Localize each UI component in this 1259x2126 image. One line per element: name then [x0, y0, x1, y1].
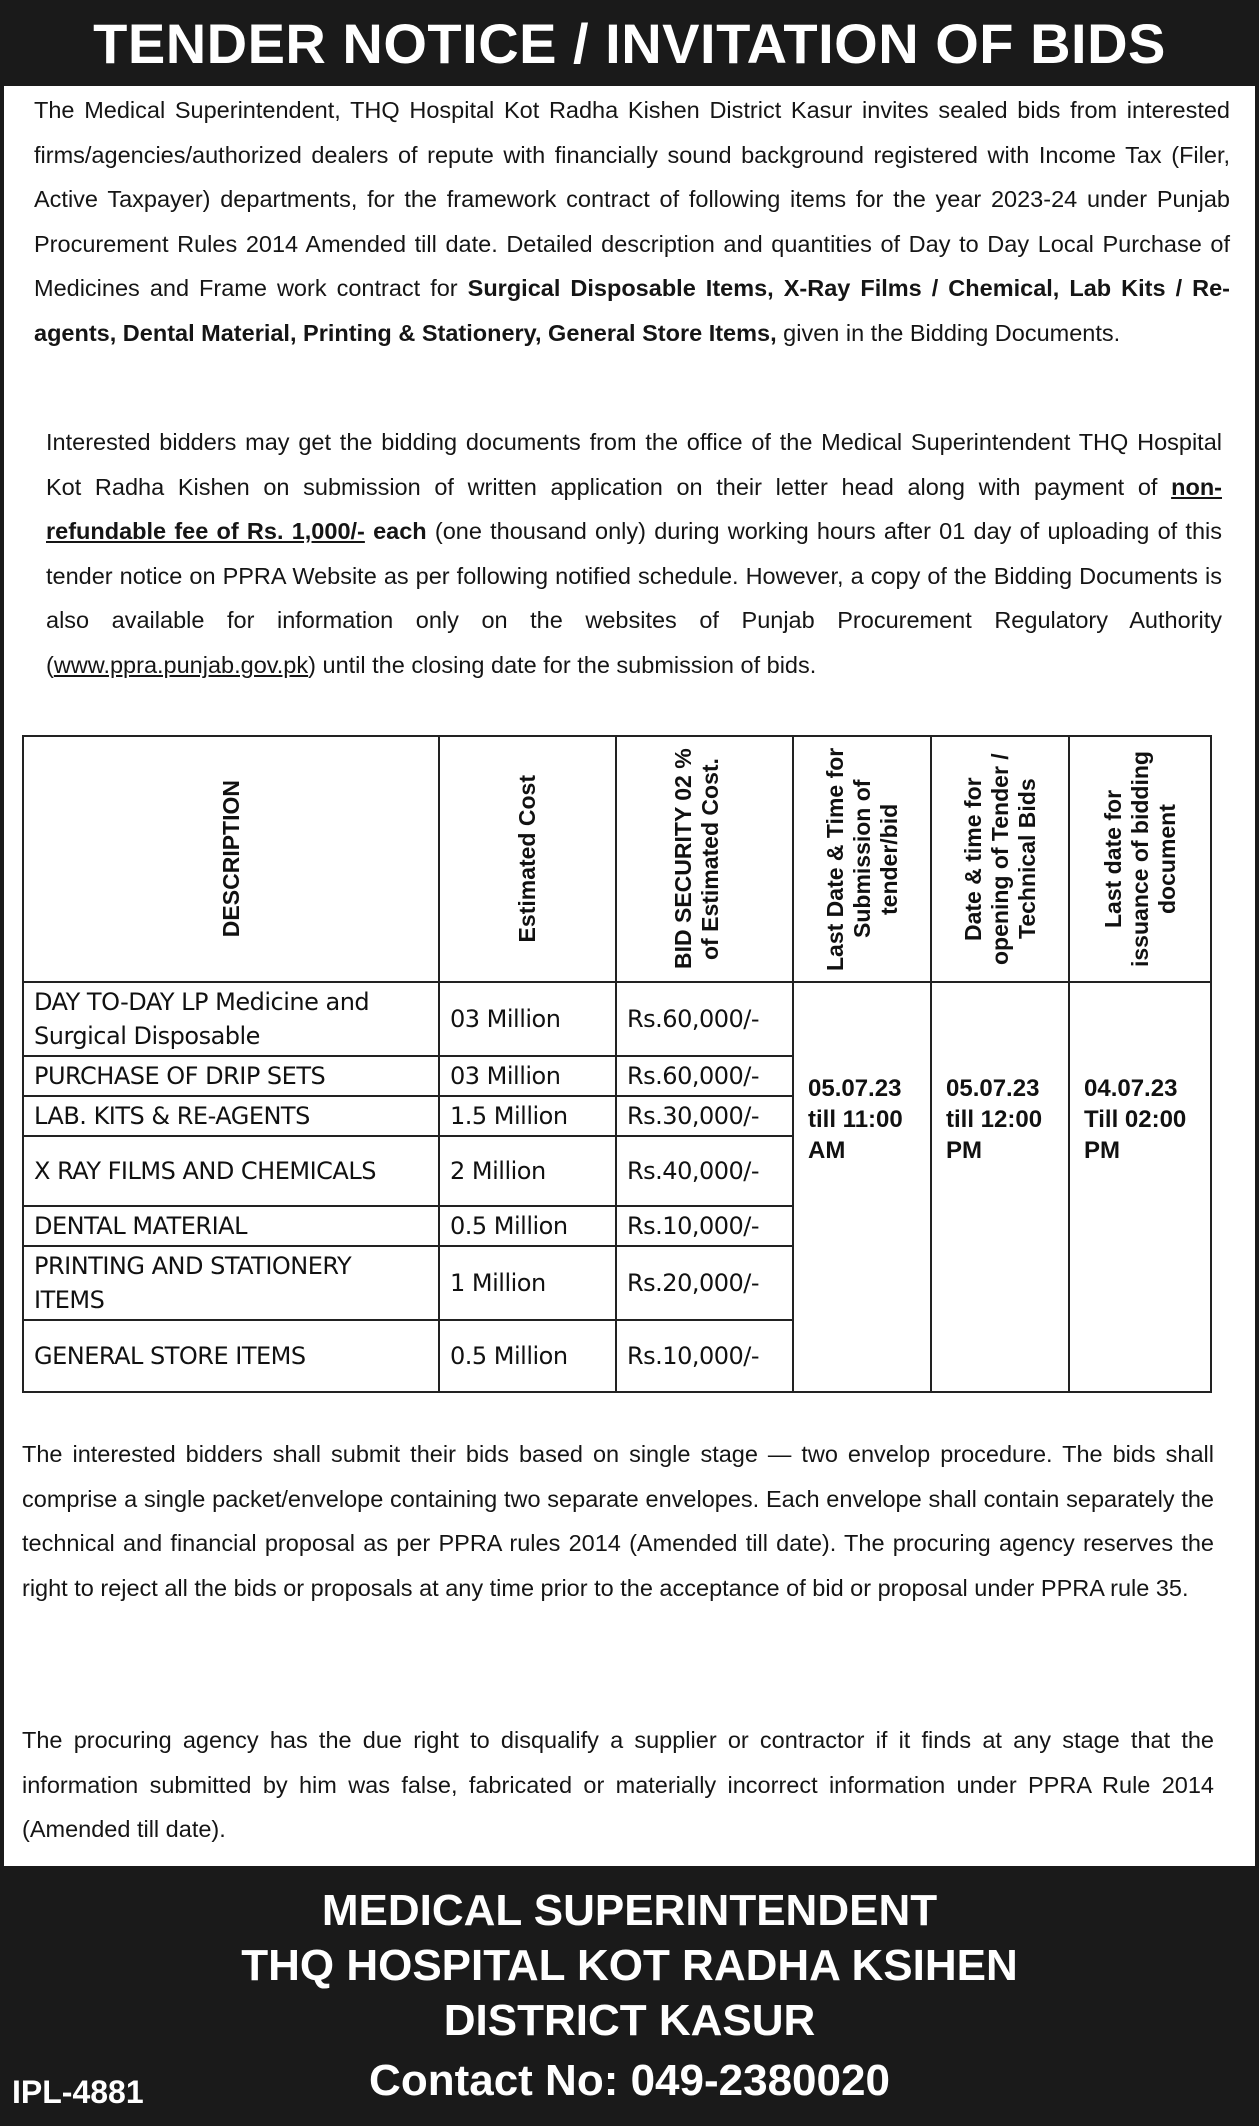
issuance-schedule-cell — [1069, 982, 1211, 1392]
header-opening: Date & time for opening of Tender / Technical Bids — [931, 736, 1069, 982]
intro-text-a: The Medical Superintendent, THQ Hospital Kot Radha Kishen District Kasur invites sealed bids from interested firms/agencies/authorized dealers of repute with financially sound background registered with Income Tax (Filer, Active Taxpayer) departments, for the framework contract of following items for the year 2023-24 under Punjab Procurement Rules 2014 Amended till date. Detailed description and quantities of Day to Day Local Purchase of Medicines and Frame work contract for — [34, 97, 1230, 301]
opening-ampm: PM — [946, 1137, 982, 1164]
submission-date: 05.07.23 — [808, 1075, 902, 1102]
row-security: Rs.30,000/- — [616, 1096, 793, 1136]
row-cost: 0.5 Million — [439, 1206, 616, 1246]
notice-footer — [0, 1866, 1259, 2126]
documents-fee: non-refundable fee of Rs. 1,000/- — [46, 473, 1222, 544]
row-description: PURCHASE OF DRIP SETS — [23, 1056, 439, 1096]
procedure-paragraph: The interested bidders shall submit their bids based on single stage — two envelop procedure. The bids shall comprise a single packet/envelope containing two separate envelopes. Each envelope shall contain separately the technical and financial proposal as per PPRA rules 2014 (Amended till date). The procuring agency reserves the right to reject all the bids or proposals at any time prior to the acceptance of bid or proposal under PPRA rule 35. — [22, 1441, 1214, 1601]
intro-paragraph — [34, 88, 1230, 355]
row-security: Rs.60,000/- — [616, 982, 793, 1056]
ipl-code: IPL-4881 — [12, 2074, 144, 2110]
submission-time: till 11:00 — [808, 1106, 903, 1133]
header-estimated-cost: Estimated Cost — [439, 736, 616, 982]
footer-contact: Contact No: 049-2380020 — [369, 2056, 890, 2105]
bids-table — [22, 735, 1212, 1393]
row-description: GENERAL STORE ITEMS — [23, 1320, 439, 1392]
ppra-website-link[interactable]: www.ppra.punjab.gov.pk — [53, 651, 309, 678]
footer-district: DISTRICT KASUR — [443, 1996, 816, 2045]
row-cost: 2 Million — [439, 1136, 616, 1206]
header-bid-security: BID SECURITY 02 % of Estimated Cost. — [616, 736, 793, 982]
issuance-time: Till 02:00 — [1084, 1106, 1187, 1133]
notice-body — [4, 86, 1255, 1866]
notice-title: TENDER NOTICE / INVITATION OF BIDS — [93, 11, 1166, 75]
row-description: DENTAL MATERIAL — [23, 1206, 439, 1246]
row-description: PRINTING AND STATIONERY ITEMS — [23, 1246, 439, 1320]
opening-schedule-cell — [931, 982, 1069, 1392]
issuance-ampm: PM — [1084, 1137, 1120, 1164]
disqualify-paragraph: The procuring agency has the due right to disqualify a supplier or contractor if it finds at any stage that the information submitted by him was false, fabricated or materially incorrect information under PPRA Rule 2014 (Amended till date). — [22, 1727, 1214, 1842]
header-description: DESCRIPTION — [23, 736, 439, 982]
row-cost: 0.5 Million — [439, 1320, 616, 1392]
documents-paragraph — [46, 420, 1222, 687]
notice-header — [0, 0, 1259, 86]
footer-title: MEDICAL SUPERINTENDENT — [321, 1886, 938, 1935]
row-description: LAB. KITS & RE-AGENTS — [23, 1096, 439, 1136]
row-security: Rs.10,000/- — [616, 1320, 793, 1392]
row-cost: 1.5 Million — [439, 1096, 616, 1136]
row-description: X RAY FILMS AND CHEMICALS — [23, 1136, 439, 1206]
row-cost: 03 Million — [439, 1056, 616, 1096]
header-issuance: Last date for issuance of bidding document — [1069, 736, 1211, 982]
submission-ampm: AM — [808, 1137, 846, 1164]
opening-time: till 12:00 — [946, 1106, 1043, 1133]
documents-text-a: Interested bidders may get the bidding documents from the office of the Medical Superintendent THQ Hospital Kot Radha Kishen on submission of written application on their letter head along with payment of — [46, 429, 1222, 500]
row-security: Rs.60,000/- — [616, 1056, 793, 1096]
row-security: Rs.10,000/- — [616, 1206, 793, 1246]
documents-each: each — [364, 518, 427, 544]
documents-text-c: ) until the closing date for the submission of bids. — [308, 651, 817, 678]
row-description: DAY TO-DAY LP Medicine and Surgical Disposable — [23, 982, 439, 1056]
row-cost: 1 Million — [439, 1246, 616, 1320]
row-cost: 03 Million — [439, 982, 616, 1056]
table-row — [23, 982, 1211, 1056]
submission-schedule-cell — [793, 982, 931, 1392]
intro-items-bold: Surgical Disposable Items, X-Ray Films / Chemical, Lab Kits / Re-agents, Dental Material, Printing & Stationery, General Store Items, — [34, 275, 1230, 346]
row-security: Rs.20,000/- — [616, 1246, 793, 1320]
intro-text-b: given in the Bidding Documents. — [776, 319, 1121, 346]
row-security: Rs.40,000/- — [616, 1136, 793, 1206]
documents-text-b: (one thousand only) during working hours after 01 day of uploading of this tender notice on PPRA Website as per following notified schedule. However, a copy of the Bidding Documents is also available for information only on the websites of Punjab Procurement Regulatory Authority ( — [46, 518, 1222, 678]
table-header-row — [23, 736, 1211, 982]
footer-hospital: THQ HOSPITAL KOT RADHA KSIHEN — [241, 1941, 1018, 1990]
opening-date: 05.07.23 — [946, 1075, 1040, 1102]
issuance-date: 04.07.23 — [1084, 1075, 1178, 1102]
header-submission: Last Date & Time for Submission of tender/bid — [793, 736, 931, 982]
